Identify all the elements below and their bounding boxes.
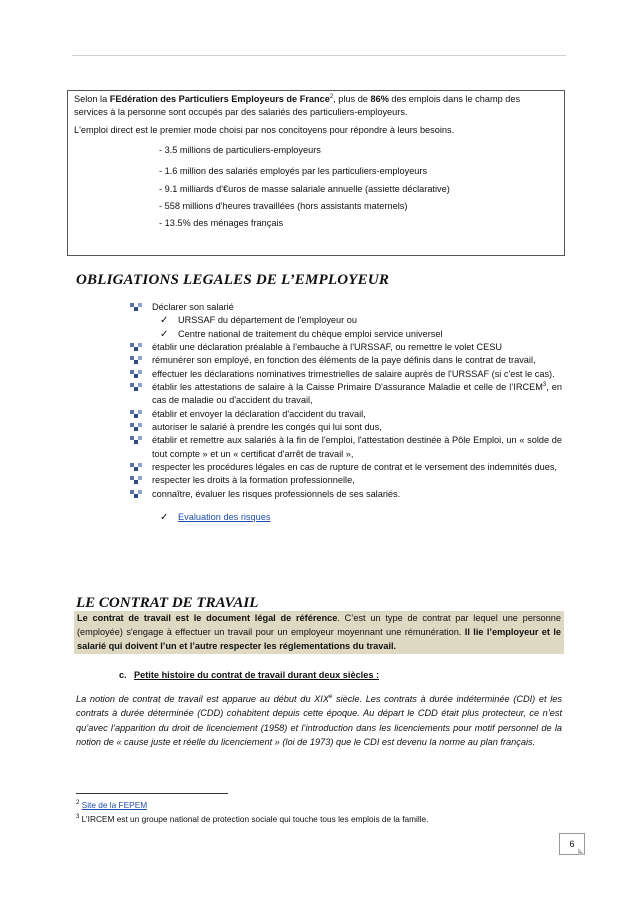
list-item: Déclarer son salarié	[130, 301, 562, 314]
bullet-icon	[130, 410, 144, 418]
list-item: rémunérer son employé, en fonction des éléments de la paye définis dans le contrat de travail,	[130, 354, 562, 367]
history-subtitle: Petite histoire du contrat de travail durant deux siècles :	[134, 670, 380, 680]
checkmark-icon: ✓	[160, 512, 169, 524]
footnote-2: $^2$ Site de la FEPEM	[76, 800, 148, 810]
stat-line: - 3.5 millions de particuliers-employeurs	[159, 145, 321, 156]
list-item: respecter les procédures légales en cas de rupture de contrat et le versement des indemnités dues,	[130, 461, 562, 474]
section-letter: c.	[119, 670, 127, 680]
bullet-icon	[130, 463, 144, 471]
list-item: établir les attestations de salaire à la Caisse Primaire D'assurance Maladie et celle de l’IRCEM$^3$, en cas de maladie ou d'accident du travail,	[130, 381, 562, 408]
bullet-icon	[130, 343, 144, 351]
list-item: respecter les droits à la formation professionnelle,	[130, 474, 562, 487]
stat-line: - 558 millions d'heures travaillées (hors assistants maternels)	[159, 201, 408, 212]
checkmark-icon: ✓	[160, 315, 169, 327]
bullet-icon	[130, 370, 144, 378]
fepem-info-box	[67, 90, 565, 256]
fepem-name: FEdération des Particuliers Employeurs de France	[109, 94, 330, 104]
list-item: effectuer les déclarations nominatives trimestrielles de salaire auprès de l'URSSAF (si c'est le cas).	[130, 368, 562, 381]
footnote-rule	[76, 793, 228, 794]
stat-line: - 9.1 milliards d'€uros de masse salariale annuelle (assiette déclarative)	[159, 183, 450, 194]
obligations-heading: OBLIGATIONS LEGALES DE L’EMPLOYEUR	[76, 272, 390, 288]
list-item: établir et envoyer la déclaration d'accident du travail,	[130, 408, 562, 421]
footnote-ref-3[interactable]: 3	[542, 382, 547, 388]
list-subitem: ✓ URSSAF du département de l'employeur ou	[130, 314, 562, 327]
contract-heading: LE CONTRAT DE TRAVAIL	[76, 595, 259, 611]
intro-line-3: L'emploi direct est le premier mode choisi par nos concitoyens pour répondre à leurs besoins.	[74, 124, 455, 135]
list-subitem	[130, 511, 562, 524]
list-item: établir et remettre aux salariés à la fin de l'emploi, l'attestation destinée à Pôle Emploi, un « solde de tout compte » et un « certificat d'arrêt de travail »,	[130, 434, 562, 461]
bullet-icon	[130, 476, 144, 484]
history-paragraph: La notion de contrat de travail est apparue au début du XIXe siècle. Les contrats à durée indéterminée (CDI) et les contrats à durée déterminée (CDD) cohabitent depuis cette époque. Au départ le CDD était plus protecteur, ce n’est qu’avec l’apparition du droit de licenciement (1958) et l’introduction dans les licenciements pour motif personnel de la notion de « cause juste et réelle du licenciement » (loi de 1973) que le CDI est devenu la norme au plan français.	[76, 693, 562, 747]
bullet-icon	[130, 303, 144, 311]
footnote-ref-2[interactable]: 2	[329, 93, 334, 100]
footnote-3: $^3$ L’IRCEM est un groupe national de protection sociale qui touche tous les emplois de la famille.	[76, 814, 429, 824]
stat-line: - 13.5% des ménages français	[159, 218, 284, 229]
bullet-icon	[130, 383, 144, 391]
evaluation-risques-link[interactable]: Evaluation des risques	[178, 512, 271, 523]
bullet-icon	[130, 423, 144, 431]
page-curl-icon	[578, 848, 585, 855]
intro-line-2: services à la personne sont occupés par des salariés des particuliers-employeurs.	[74, 107, 408, 118]
list-item: établir une déclaration préalable à l’embauche à l'URSSAF, ou remettre le volet CESU	[130, 341, 562, 354]
obligations-list	[130, 301, 562, 525]
checkmark-icon: ✓	[160, 328, 169, 340]
pct-value: 86%	[370, 94, 389, 104]
intro-line: Selon la FEdération des Particuliers Employeurs de France$^2$, plus de 86% des emplois dans le champ des	[74, 93, 521, 104]
page-number: 6	[559, 833, 585, 855]
list-item: autoriser le salarié à prendre les congés qui lui sont dus,	[130, 421, 562, 434]
stat-line: - 1.6 million des salariés employés par les particuliers-employeurs	[159, 166, 428, 177]
bullet-icon	[130, 490, 144, 498]
bullet-icon	[130, 436, 144, 444]
fepem-site-link[interactable]: Site de la FEPEM	[81, 800, 148, 810]
contract-definition: Le contrat de travail est le document légal de référence. C’est un type de contrat par lequel une personne (employée) s'engage à effectuer un travail pour un employeur moyennant une rémunération. Il lie l’employeur et le salarié qui doivent l’un et l’autre respecter les réglementations du travail.	[74, 611, 564, 654]
list-item: connaître, évaluer les risques professionnels de ses salariés.	[130, 488, 562, 501]
bullet-icon	[130, 356, 144, 364]
header-rule	[72, 55, 566, 56]
list-subitem: ✓ Centre national de traitement du chèque emploi service universel	[130, 328, 562, 341]
